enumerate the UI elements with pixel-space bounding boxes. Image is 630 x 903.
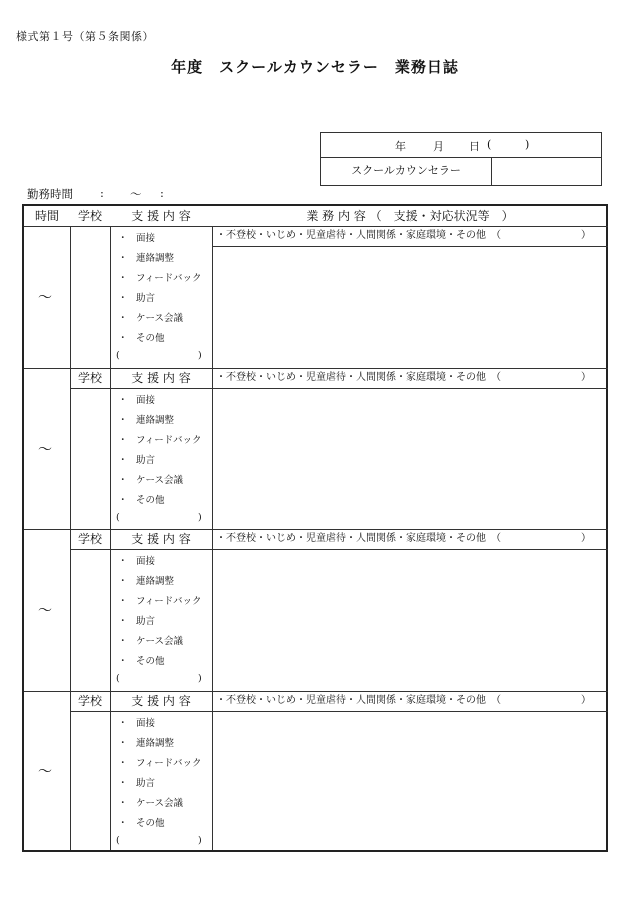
date-counselor-box <box>320 132 602 186</box>
other-paren-open: ( <box>116 673 120 684</box>
support-item-checkbox[interactable]: 助言 <box>136 778 156 789</box>
column-divider <box>70 691 71 850</box>
support-item-checkbox[interactable]: フィードバック <box>136 758 202 769</box>
block-header-support: 支 援 内 容 <box>131 532 191 546</box>
block-subheader-divider <box>70 711 212 712</box>
support-item-checkbox[interactable]: フィードバック <box>136 435 202 446</box>
support-item-bullet: ・ <box>118 253 128 264</box>
work-time-colon-end: : <box>160 186 164 200</box>
column-divider <box>110 529 111 691</box>
categories-divider <box>212 711 608 712</box>
header-work: 業 務 内 容 （ 支援・対応状況等 ） <box>306 209 514 223</box>
column-divider <box>70 226 71 368</box>
concern-categories: ・不登校・いじめ・児童虐待・人間関係・家庭環境・その他 （ ） <box>216 533 591 544</box>
work-time-tilde: 〜 <box>130 187 142 201</box>
weekday-paren-open: ( <box>487 138 492 151</box>
support-item-bullet: ・ <box>118 778 128 789</box>
counselor-row <box>321 157 601 185</box>
concern-categories: ・不登校・いじめ・児童虐待・人間関係・家庭環境・その他 （ ） <box>216 695 591 706</box>
form-number: 様式第１号（第５条関係） <box>16 30 154 43</box>
column-divider <box>110 226 111 368</box>
support-item-checkbox[interactable]: ケース会議 <box>136 313 184 324</box>
support-item-bullet: ・ <box>118 293 128 304</box>
support-item-checkbox[interactable]: その他 <box>136 656 165 667</box>
support-item-checkbox[interactable]: フィードバック <box>136 596 202 607</box>
work-time-colon-start: : <box>100 186 104 200</box>
support-item-checkbox[interactable]: 面接 <box>136 718 156 729</box>
other-paren-close: ) <box>198 512 202 523</box>
support-item-bullet: ・ <box>118 233 128 244</box>
other-paren-close: ) <box>198 350 202 361</box>
work-log-table <box>22 204 608 852</box>
support-item-checkbox[interactable]: 連絡調整 <box>136 576 175 587</box>
block-subheader-divider <box>70 388 212 389</box>
support-item-bullet: ・ <box>118 455 128 466</box>
support-item-bullet: ・ <box>118 415 128 426</box>
support-item-checkbox[interactable]: 助言 <box>136 293 156 304</box>
support-item-bullet: ・ <box>118 333 128 344</box>
support-item-checkbox[interactable]: フィードバック <box>136 273 202 284</box>
counselor-name-field[interactable] <box>492 157 601 185</box>
support-item-bullet: ・ <box>118 718 128 729</box>
document-title: 年度 スクールカウンセラー 業務日誌 <box>171 58 459 76</box>
other-paren-open: ( <box>116 835 120 846</box>
support-item-checkbox[interactable]: 面接 <box>136 395 156 406</box>
time-range-tilde: 〜 <box>38 603 52 619</box>
column-divider <box>212 691 213 850</box>
support-item-checkbox[interactable]: ケース会議 <box>136 798 184 809</box>
support-item-bullet: ・ <box>118 596 128 607</box>
column-divider <box>110 368 111 529</box>
block-header-support: 支 援 内 容 <box>131 371 191 385</box>
support-item-bullet: ・ <box>118 273 128 284</box>
weekday-paren-close: ) <box>525 138 530 151</box>
support-item-bullet: ・ <box>118 738 128 749</box>
column-divider <box>70 368 71 529</box>
support-item-bullet: ・ <box>118 656 128 667</box>
support-item-bullet: ・ <box>118 798 128 809</box>
support-item-checkbox[interactable]: その他 <box>136 333 165 344</box>
support-item-checkbox[interactable]: その他 <box>136 818 165 829</box>
time-range-tilde: 〜 <box>38 290 52 306</box>
categories-divider <box>212 388 608 389</box>
other-paren-close: ) <box>198 673 202 684</box>
column-divider <box>212 529 213 691</box>
support-item-bullet: ・ <box>118 435 128 446</box>
column-divider <box>70 529 71 691</box>
support-item-bullet: ・ <box>118 395 128 406</box>
other-paren-open: ( <box>116 350 120 361</box>
categories-divider <box>212 246 608 247</box>
support-item-checkbox[interactable]: 連絡調整 <box>136 738 175 749</box>
support-item-checkbox[interactable]: ケース会議 <box>136 636 184 647</box>
block-header-school: 学校 <box>77 694 102 708</box>
header-support: 支 援 内 容 <box>131 209 191 223</box>
header-time: 時間 <box>34 209 59 223</box>
column-divider <box>212 226 213 368</box>
header-school: 学校 <box>77 209 102 223</box>
concern-categories: ・不登校・いじめ・児童虐待・人間関係・家庭環境・その他 （ ） <box>216 230 591 241</box>
column-divider <box>212 368 213 529</box>
support-item-bullet: ・ <box>118 818 128 829</box>
support-item-checkbox[interactable]: 面接 <box>136 233 156 244</box>
work-time-label: 勤務時間 <box>27 187 73 201</box>
support-item-checkbox[interactable]: ケース会議 <box>136 475 184 486</box>
support-item-bullet: ・ <box>118 616 128 627</box>
support-item-checkbox[interactable]: 助言 <box>136 455 156 466</box>
support-item-bullet: ・ <box>118 576 128 587</box>
support-item-checkbox[interactable]: 連絡調整 <box>136 415 175 426</box>
block-header-support: 支 援 内 容 <box>131 694 191 708</box>
support-item-bullet: ・ <box>118 636 128 647</box>
block-header-school: 学校 <box>77 532 102 546</box>
time-range-tilde: 〜 <box>38 441 52 458</box>
support-item-bullet: ・ <box>118 475 128 486</box>
support-item-bullet: ・ <box>118 313 128 324</box>
other-paren-close: ) <box>198 835 202 846</box>
counselor-label: スクールカウンセラー <box>321 157 492 185</box>
other-paren-open: ( <box>116 512 120 523</box>
support-item-bullet: ・ <box>118 758 128 769</box>
categories-divider <box>212 549 608 550</box>
block-header-school: 学校 <box>77 371 102 385</box>
block-subheader-divider <box>70 549 212 550</box>
support-item-checkbox[interactable]: 面接 <box>136 556 156 567</box>
support-item-bullet: ・ <box>118 495 128 506</box>
year-label: 年 <box>395 140 406 153</box>
month-label: 月 <box>433 140 444 153</box>
concern-categories: ・不登校・いじめ・児童虐待・人間関係・家庭環境・その他 （ ） <box>216 372 591 383</box>
support-item-checkbox[interactable]: 連絡調整 <box>136 253 175 264</box>
day-label: 日 <box>469 140 480 153</box>
support-item-bullet: ・ <box>118 556 128 567</box>
time-range-tilde: 〜 <box>38 763 52 780</box>
date-row <box>321 133 601 158</box>
column-divider <box>110 691 111 850</box>
support-item-checkbox[interactable]: その他 <box>136 495 165 506</box>
support-item-checkbox[interactable]: 助言 <box>136 616 156 627</box>
